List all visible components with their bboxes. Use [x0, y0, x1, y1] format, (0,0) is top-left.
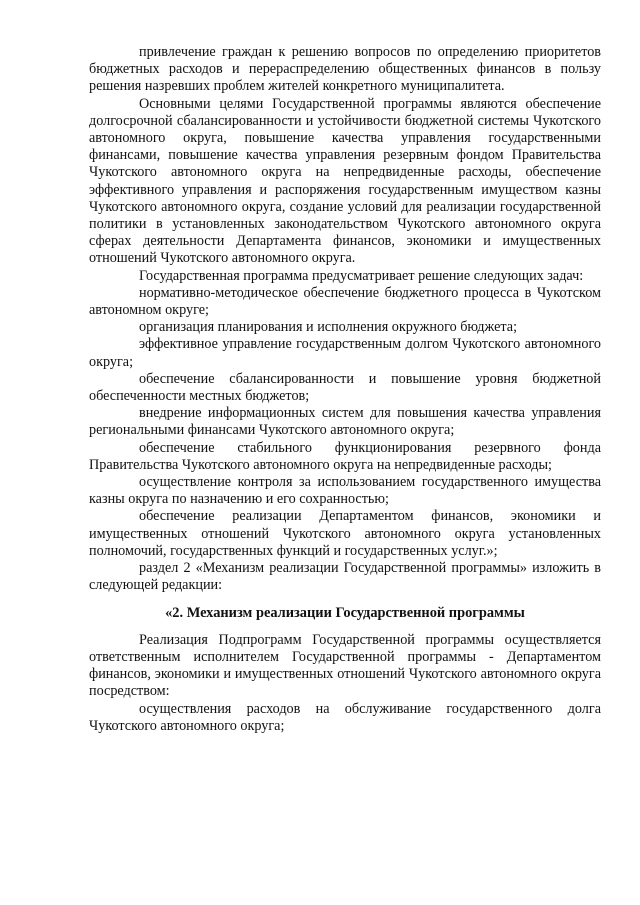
document-body-before	[89, 44, 601, 595]
paragraph: Государственная программа предусматривает решение следующих задач:	[139, 267, 584, 284]
paragraph: обеспечение стабильного функционирования резервного фонда Правительства Чукотского автономного округа на непредвиденные расходы;	[89, 439, 601, 473]
paragraph: внедрение информационных систем для повышения качества управления региональными финансами Чукотского автономного округа;	[89, 405, 601, 439]
paragraph: обеспечение реализации Департаментом финансов, экономики и имущественных отношений Чукотского автономного округа установленных полномочий, государственных функций и государственных услуг.»;	[89, 508, 601, 559]
paragraph: осуществление контроля за использованием государственного имущества казны округа по назначению и его сохранностью;	[89, 474, 601, 508]
paragraph: эффективное управление государственным долгом Чукотского автономного округа;	[89, 336, 601, 370]
paragraph: раздел 2 «Механизм реализации Государственной программы» изложить в следующей редакции:	[89, 560, 601, 594]
paragraph: нормативно-методическое обеспечение бюджетного процесса в Чукотском автономном округе;	[89, 284, 601, 319]
section-heading: «2. Механизм реализации Государственной программы	[165, 604, 525, 621]
paragraph: обеспечение сбалансированности и повышение уровня бюджетной обеспеченности местных бюджетов;	[89, 370, 601, 405]
paragraph: Реализация Подпрограмм Государственной программы осуществляется ответственным исполнителем Государственной программы - Департаментом финансов, экономики и имущественных отношений Чукотского автономного округа посредством:	[89, 631, 601, 700]
document-body-after	[89, 632, 601, 735]
paragraph: привлечение граждан к решению вопросов по определению приоритетов бюджетных расходов и перераспределению общественных финансов в пользу решения назревших проблем жителей конкретного муниципалитета.	[89, 44, 601, 95]
paragraph: организация планирования и исполнения окружного бюджета;	[139, 319, 518, 336]
paragraph: осуществления расходов на обслуживание государственного долга Чукотского автономного округа;	[89, 700, 601, 734]
document-page	[89, 44, 601, 735]
paragraph: Основными целями Государственной программы являются обеспечение долгосрочной сбалансированности и устойчивости бюджетной системы Чукотского автономного округа, повышение качества управления государственными финансами, повышение качества управления резервным фондом Правительства Чукотского автономного округа на непредвиденные расходы, обеспечение эффективного управления и распоряжения государственным имуществом казны Чукотского автономного округа, создание условий для реализации государственной политики в установленных законодательством Чукотского автономного округа сферах деятельности Департамента финансов, экономики и имущественных отношений Чукотского автономного округа.	[89, 95, 601, 267]
